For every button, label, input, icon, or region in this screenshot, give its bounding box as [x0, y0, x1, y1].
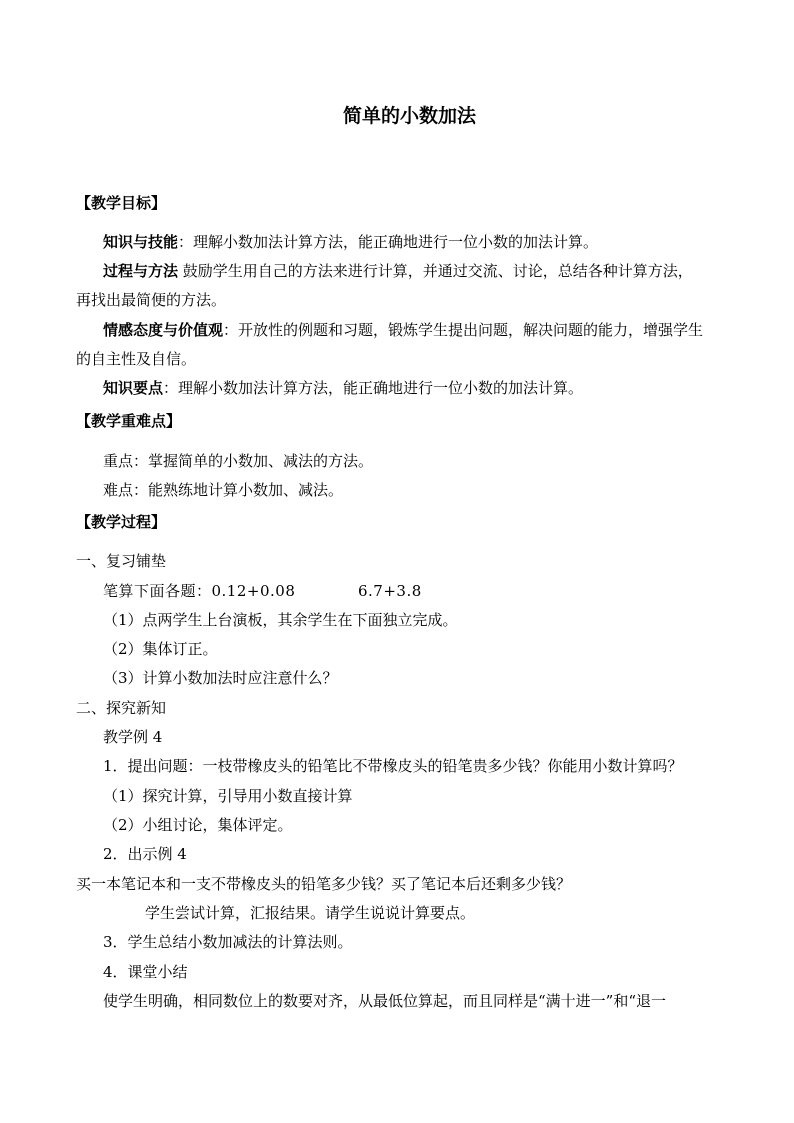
- objective-knowledge: [103, 232, 598, 252]
- process-step-1a: （1）探究计算，引导用小数直接计算: [103, 787, 353, 805]
- key-point-focus: 重点：掌握简单的小数加、减法的方法。: [103, 452, 374, 470]
- objective-process: [103, 261, 693, 281]
- page-title: 简单的小数加法: [343, 105, 477, 127]
- process-part2-heading: 二、探究新知: [76, 699, 167, 717]
- objective-text: ：开放性的例题和习题，锻炼学生提出问题，解决问题的能力，增强学生: [223, 321, 704, 339]
- process-step-1b: （2）小组讨论，集体评定。: [103, 816, 293, 834]
- process-part1-task-b: 6.7+3.8: [358, 582, 422, 600]
- objective-text: ：理解小数加法计算方法，能正确地进行一位小数的加法计算。: [163, 379, 584, 397]
- process-part1-heading: 一、复习铺垫: [76, 552, 167, 570]
- section-heading-process: 【教学过程】: [76, 513, 167, 531]
- objective-text: 鼓励学生用自己的方法来进行计算，并通过交流、讨论，总结各种计算方法，: [178, 262, 693, 280]
- objective-label: 过程与方法: [103, 262, 179, 280]
- process-step-2-question: 买一本笔记本和一支不带橡皮头的铅笔多少钱？买了笔记本后还剩多少钱？: [76, 875, 572, 893]
- process-example: 教学例 4: [103, 728, 163, 746]
- process-step-1: 1．提出问题：一枝带橡皮头的铅笔比不带橡皮头的铅笔贵多少钱？你能用小数计算吗？: [103, 757, 683, 775]
- process-step-2-activity: 学生尝试计算，汇报结果。请学生说说计算要点。: [145, 904, 476, 922]
- objective-emotion-cont: 的自主性及自信。: [76, 350, 197, 368]
- process-step-4-text: 使学生明确，相同数位上的数要对齐，从最低位算起，而且同样是“满十进一”和“退一: [103, 992, 667, 1010]
- process-part1-step: （3）计算小数加法时应注意什么？: [103, 669, 338, 687]
- objective-text: ：理解小数加法计算方法，能正确地进行一位小数的加法计算。: [178, 233, 599, 251]
- section-heading-key-points: 【教学重难点】: [76, 412, 182, 430]
- process-part1-task: 笔算下面各题：0.12+0.08: [103, 582, 296, 600]
- process-part1-step: （1）点两学生上台演板，其余学生在下面独立完成。: [103, 611, 458, 629]
- objective-label: 情感态度与价值观: [103, 321, 224, 339]
- objective-label: 知识要点: [103, 379, 164, 397]
- key-point-difficulty: 难点：能熟练地计算小数加、减法。: [103, 481, 344, 499]
- process-step-4: 4．课堂小结: [103, 963, 188, 981]
- process-part1-step: （2）集体订正。: [103, 640, 218, 658]
- section-heading-objectives: 【教学目标】: [76, 194, 167, 212]
- process-step-3: 3．学生总结小数加减法的计算法则。: [103, 933, 353, 951]
- objective-essentials: [103, 378, 583, 398]
- objective-label: 知识与技能: [103, 233, 179, 251]
- process-step-2: 2．出示例 4: [103, 845, 187, 863]
- objective-process-cont: 再找出最简便的方法。: [76, 291, 227, 309]
- objective-emotion: [103, 320, 703, 340]
